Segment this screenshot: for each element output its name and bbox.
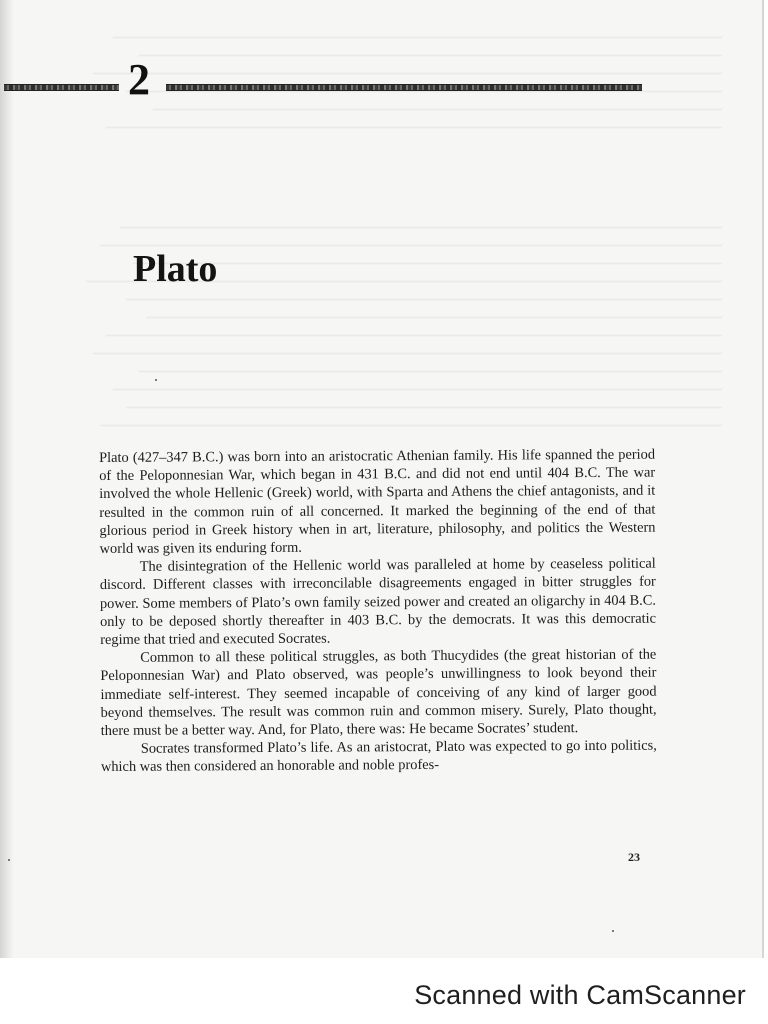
scanner-watermark: Scanned with CamScanner: [414, 980, 746, 1010]
scan-speck: [612, 930, 614, 932]
chapter-rule-right: [166, 84, 642, 91]
scan-speck: [8, 859, 10, 861]
chapter-title: Plato: [133, 248, 218, 290]
paragraph: The disintegration of the Hellenic world was paralleled at home by ceaseless political discord. Different classes with irreconcilable disagreements engaged in bitter struggles for power. Some members of Plato’s own family seized power and created an oligarchy in 404 B.C. only to be deposed shortly thereafter in 403 B.C. by the democrats. It was this democratic regime that tried and executed Socrates.: [99, 555, 657, 649]
show-through-texture: [60, 20, 722, 140]
chapter-rule-left: [4, 84, 119, 91]
page-edge-shadow: [0, 0, 14, 958]
page-number: 23: [628, 850, 640, 864]
paragraph: Common to all these political struggles, as both Thucydides (the great historian of the Peloponnesian War) and Plato observed, was people’s unwillingness to look beyond their immediate self-interest. They seemed incapable of conceiving of any kind of larger good beyond themselves. The result was common ruin and common misery. Surely, Plato thought, there must be a better way. And, for Plato, there was: He became Socrates’ student.: [100, 646, 657, 740]
show-through-texture: [60, 210, 722, 450]
chapter-number: 2: [128, 55, 150, 104]
body-text: [99, 446, 657, 777]
paragraph: Socrates transformed Plato’s life. As an aristocrat, Plato was expected to go into politics, which was then considered an honorable and noble profes-: [100, 737, 657, 776]
scan-speck: [155, 379, 157, 381]
paragraph: Plato (427–347 B.C.) was born into an aristocratic Athenian family. His life spanned the period of the Peloponnesian War, which began in 431 B.C. and did not end until 404 B.C. The war involved the whole Hellenic (Greek) world, with Sparta and Athens the chief antagonists, and it resulted in the common ruin of all concerned. It marked the beginning of the end of that glorious period in Greek history when in art, literature, philosophy, and politics the Western world was given its enduring form.: [99, 446, 656, 558]
